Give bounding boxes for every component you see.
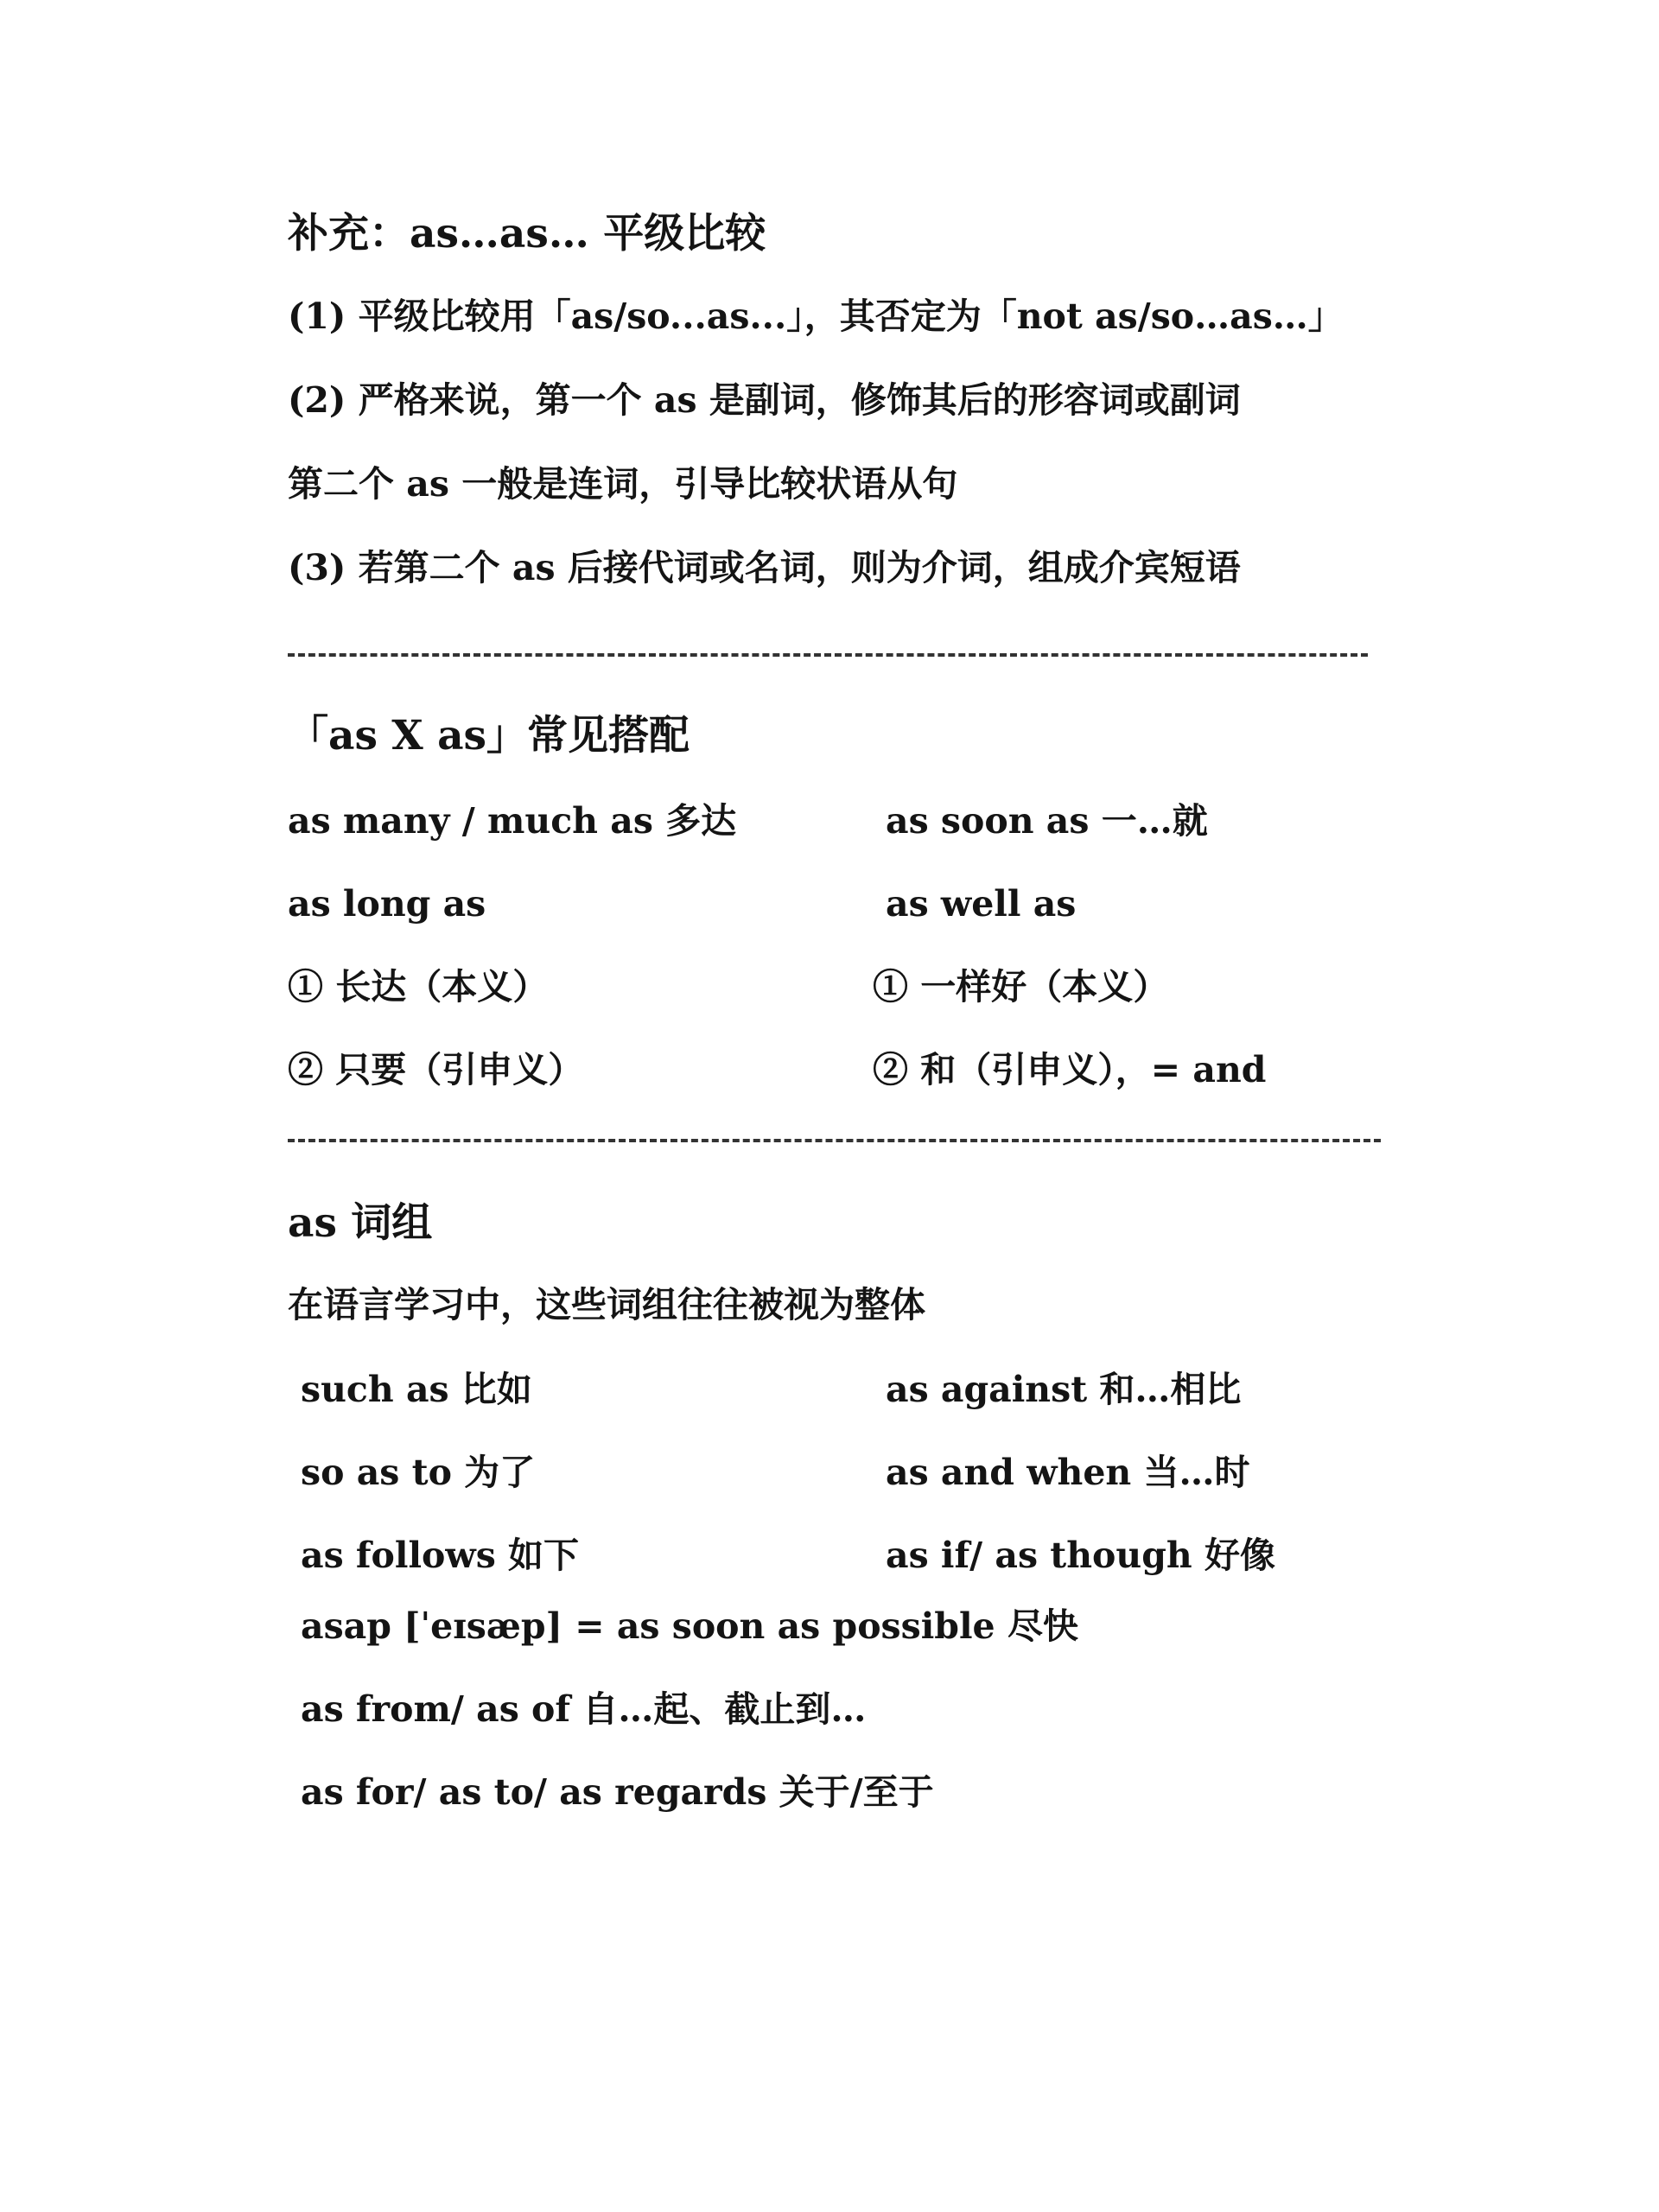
collocation-right-3: ① 一样好（本义）: [873, 966, 1169, 1007]
section-intro: 在语言学习中，这些词组往往被视为整体: [288, 1284, 925, 1325]
phrase-left-3: as follows 如下: [301, 1535, 580, 1576]
collocation-right-1: as soon as 一…就: [886, 800, 1208, 842]
section-title-as-x-as: 「as X as」常见搭配: [288, 712, 690, 760]
phrase-extra-1: asap [ˈeɪsæp] = as soon as possible 尽快: [301, 1605, 1078, 1647]
phrase-extra-3: as for/ as to/ as regards 关于/至于: [301, 1771, 934, 1813]
phrase-right-1: as against 和…相比: [886, 1369, 1242, 1410]
collocation-left-3: ① 长达（本义）: [288, 966, 549, 1007]
collocation-right-4: ② 和（引申义），= and: [873, 1049, 1267, 1090]
phrase-left-2: so as to 为了: [301, 1452, 536, 1493]
collocation-right-2: as well as: [886, 883, 1077, 925]
phrase-right-3: as if/ as though 好像: [886, 1535, 1275, 1576]
phrase-right-2: as and when 当…时: [886, 1452, 1250, 1493]
divider-2: [288, 1139, 1381, 1142]
point-2-continuation: 第二个 as 一般是连词，引导比较状语从句: [288, 463, 958, 505]
phrase-left-1: such as 比如: [301, 1369, 532, 1410]
collocation-left-2: as long as: [288, 883, 486, 925]
section-title-equal-comparison: 补充：as…as… 平级比较: [288, 210, 766, 257]
phrase-extra-2: as from/ as of 自…起、截止到…: [301, 1688, 867, 1730]
point-2: (2) 严格来说，第一个 as 是副词，修饰其后的形容词或副词: [288, 379, 1241, 421]
collocation-left-1: as many / much as 多达: [288, 800, 737, 842]
section-title-as-phrases: as 词组: [288, 1199, 433, 1247]
divider-1: [288, 653, 1368, 657]
point-3: (3) 若第二个 as 后接代词或名词，则为介词，组成介宾短语: [288, 547, 1241, 588]
point-1: (1) 平级比较用「as/so...as...」，其否定为「not as/so…as…」: [288, 296, 1344, 337]
collocation-left-4: ② 只要（引申义）: [288, 1049, 584, 1090]
